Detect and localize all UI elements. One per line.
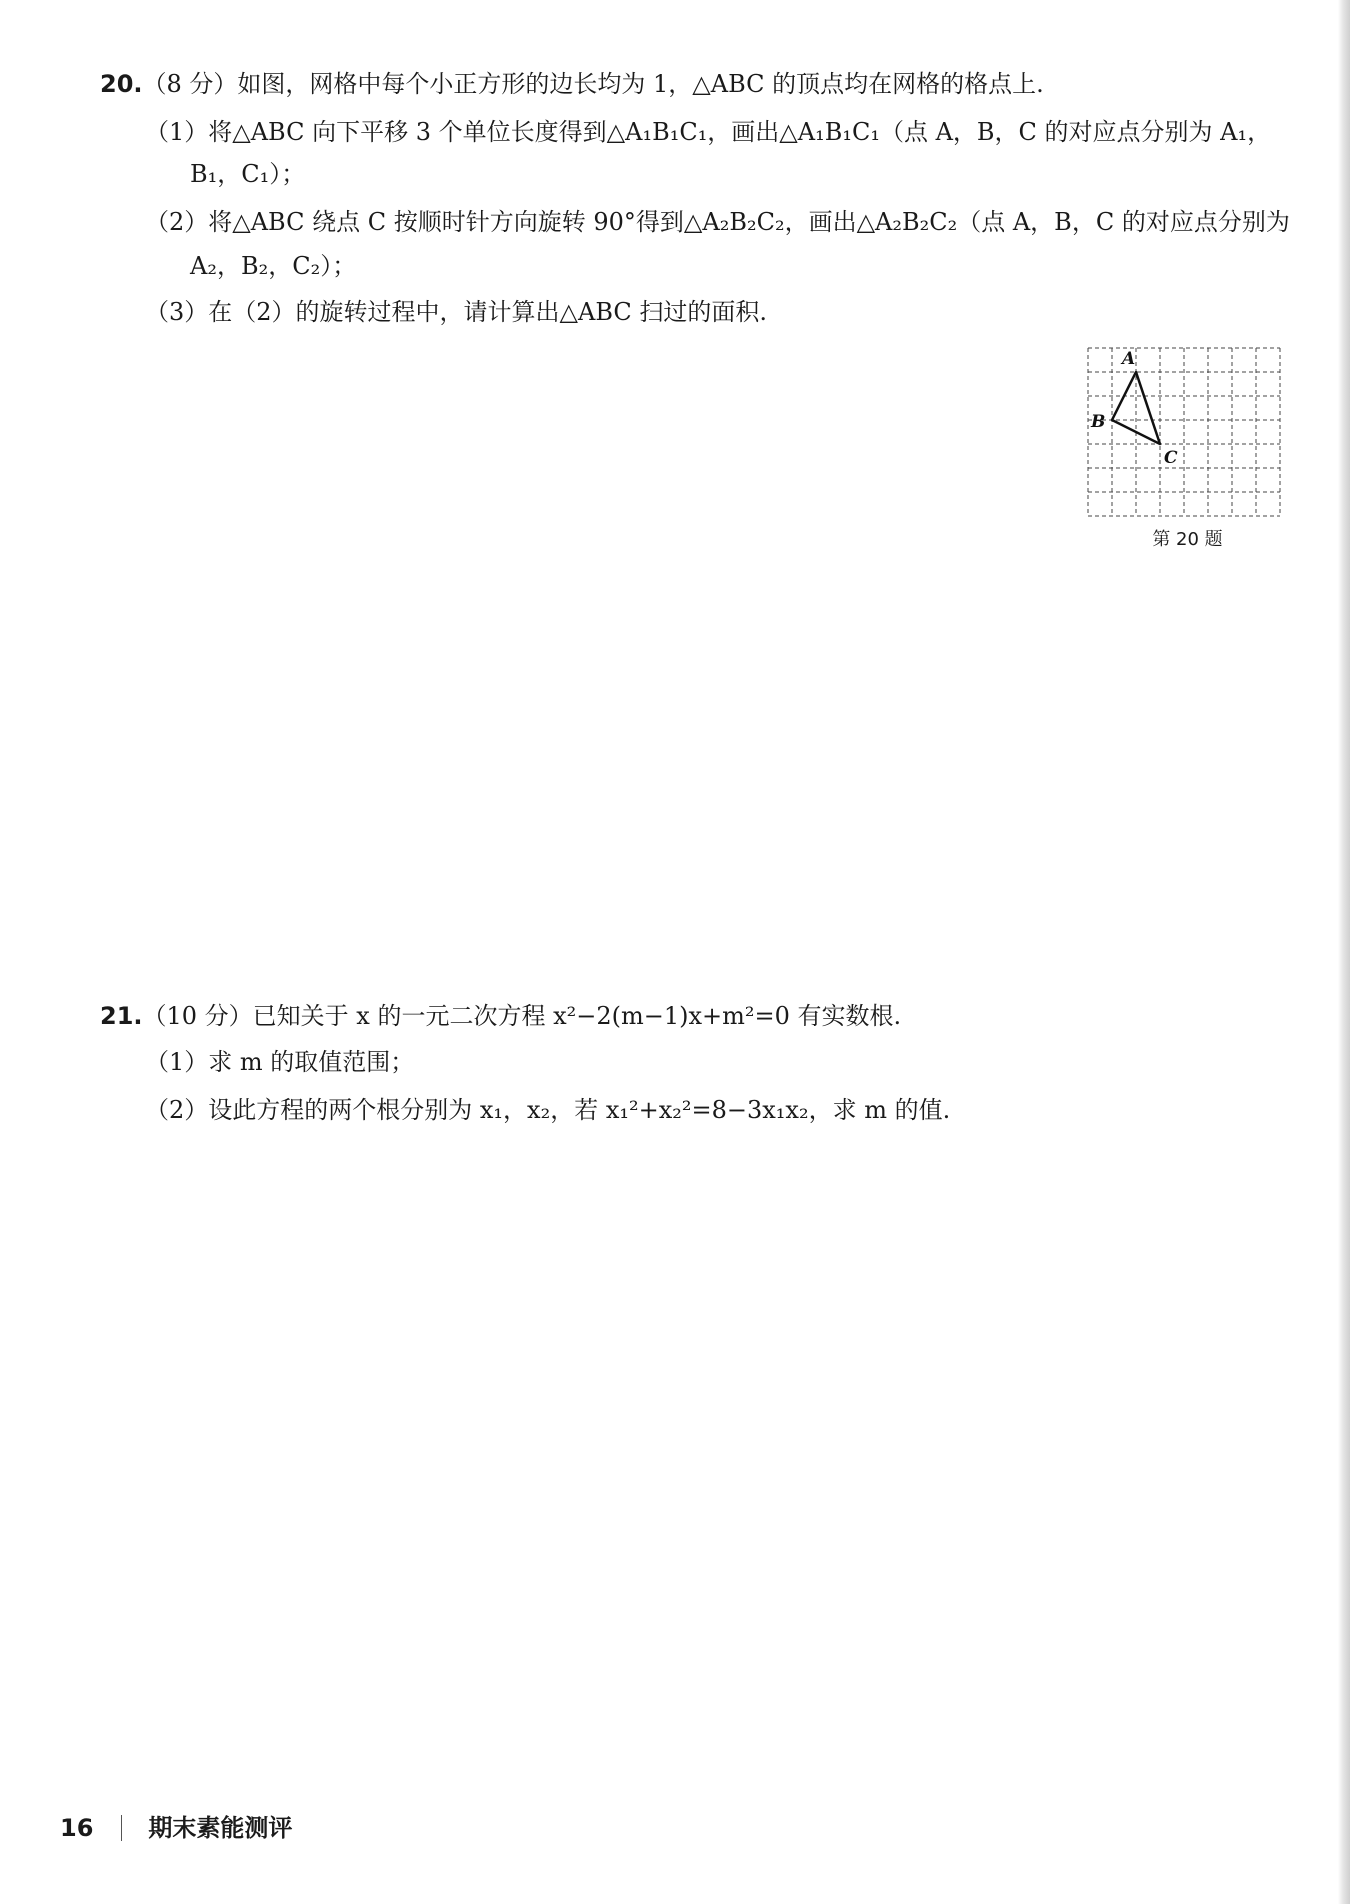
q20-part1-line2: B₁，C₁）； (190, 160, 306, 188)
q21-number: 21. (100, 1002, 143, 1030)
q21-part1: （1）求 m 的取值范围； (145, 1048, 415, 1076)
grid-lines (1088, 348, 1280, 516)
q20-part2-line2: A₂，B₂，C₂）； (190, 252, 357, 280)
q20-stem: （8 分）如图，网格中每个小正方形的边长均为 1，△ABC 的顶点均在网格的格点上. (142, 70, 1044, 98)
footer-divider (121, 1815, 122, 1841)
figure-caption: 第 20 题 (1152, 529, 1223, 550)
q20-grid-figure (1085, 345, 1290, 520)
q21-part2: （2）设此方程的两个根分别为 x₁，x₂，若 x₁²+x₂²=8−3x₁x₂，求 m 的值. (145, 1096, 951, 1124)
q20-stem-line (100, 68, 1044, 100)
q20-part3: （3）在（2）的旋转过程中，请计算出△ABC 扫过的面积. (145, 298, 768, 326)
page-edge-shadow (1338, 0, 1350, 1904)
q20-part2-line1: （2）将△ABC 绕点 C 按顺时针方向旋转 90°得到△A₂B₂C₂，画出△A₂B₂C₂（点 A，B，C 的对应点分别为 (145, 208, 1290, 236)
q21-stem: （10 分）已知关于 x 的一元二次方程 x²−2(m−1)x+m²=0 有实数根. (142, 1002, 902, 1030)
vertex-label-a: A (1122, 349, 1136, 369)
page-number: 16 (60, 1814, 94, 1842)
vertex-label-b: B (1091, 412, 1106, 432)
page-footer (60, 1808, 292, 1848)
vertex-label-c: C (1164, 448, 1178, 468)
q20-number: 20. (100, 70, 143, 98)
section-title: 期末素能测评 (148, 1814, 293, 1842)
q20-part1-line1: （1）将△ABC 向下平移 3 个单位长度得到△A₁B₁C₁，画出△A₁B₁C₁（点 A，B，C 的对应点分别为 A₁， (145, 118, 1272, 146)
q21-stem-line (100, 1000, 901, 1032)
